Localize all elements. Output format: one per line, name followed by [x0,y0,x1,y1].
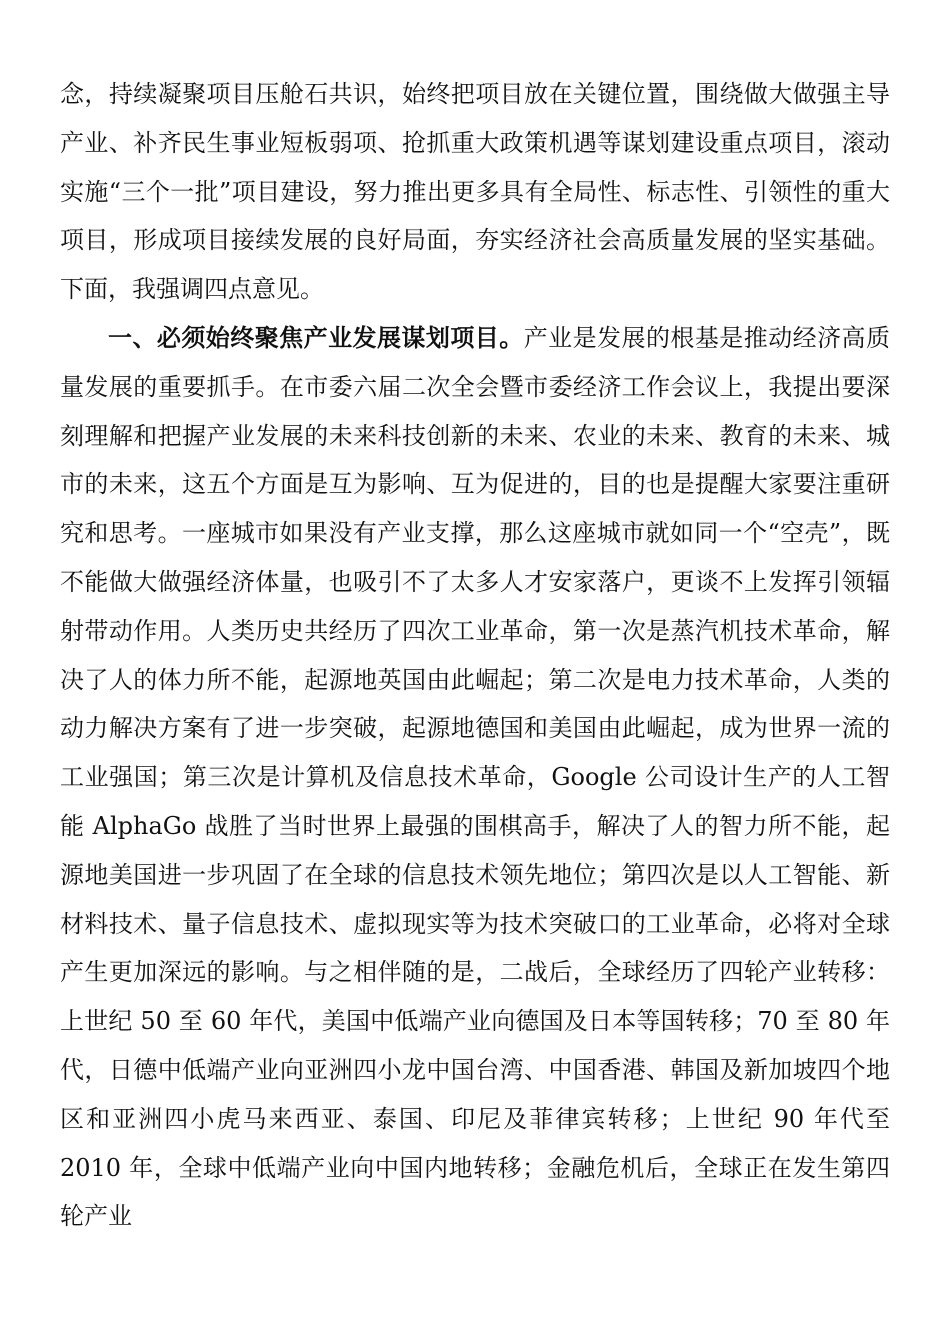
document-body [60,70,890,1241]
section-one-heading: 一、必须始终聚焦产业发展谋划项目。 [108,323,524,352]
paragraph-intro-continuation: 念，持续凝聚项目压舱石共识，始终把项目放在关键位置，围绕做大做强主导产业、补齐民生事业短板弱项、抢抓重大政策机遇等谋划建设重点项目，滚动实施“三个一批”项目建设，努力推出更多具有全局性、标志性、引领性的重大项目，形成项目接续发展的良好局面，夯实经济社会高质量发展的坚实基础。下面，我强调四点意见。 [60,80,890,304]
paragraph-section-one [60,314,890,1241]
section-one-body: 产业是发展的根基是推动经济高质量发展的重要抓手。在市委六届二次全会暨市委经济工作会议上，我提出要深刻理解和把握产业发展的未来科技创新的未来、农业的未来、教育的未来、城市的未来，这五个方面是互为影响、互为促进的，目的也是提醒大家要注重研究和思考。一座城市如果没有产业支撑，那么这座城市就如同一个“空壳”，既不能做大做强经济体量，也吸引不了太多人才安家落户，更谈不上发挥引领辐射带动作用。人类历史共经历了四次工业革命，第一次是蒸汽机技术革命，解决了人的体力所不能，起源地英国由此崛起；第二次是电力技术革命，人类的动力解决方案有了进一步突破，起源地德国和美国由此崛起，成为世界一流的工业强国；第三次是计算机及信息技术革命，Google 公司设计生产的人工智能 AlphaGo 战胜了当时世界上最强的围棋高手，解决了人的智力所不能，起源地美国进一步巩固了在全球的信息技术领先地位；第四次是以人工智能、新材料技术、量子信息技术、虚拟现实等为技术突破口的工业革命，必将对全球产生更加深远的影响。与之相伴随的是，二战后，全球经历了四轮产业转移：上世纪 50 至 60 年代，美国中低端产业向德国及日本等国转移；70 至 80 年代，日德中低端产业向亚洲四小龙中国台湾、中国香港、韩国及新加坡四个地区和亚洲四小虎马来西亚、泰国、印尼及菲律宾转移；上世纪 90 年代至 2010 年，全球中低端产业向中国内地转移；金融危机后，全球正在发生第四轮产业 [60,323,891,1231]
